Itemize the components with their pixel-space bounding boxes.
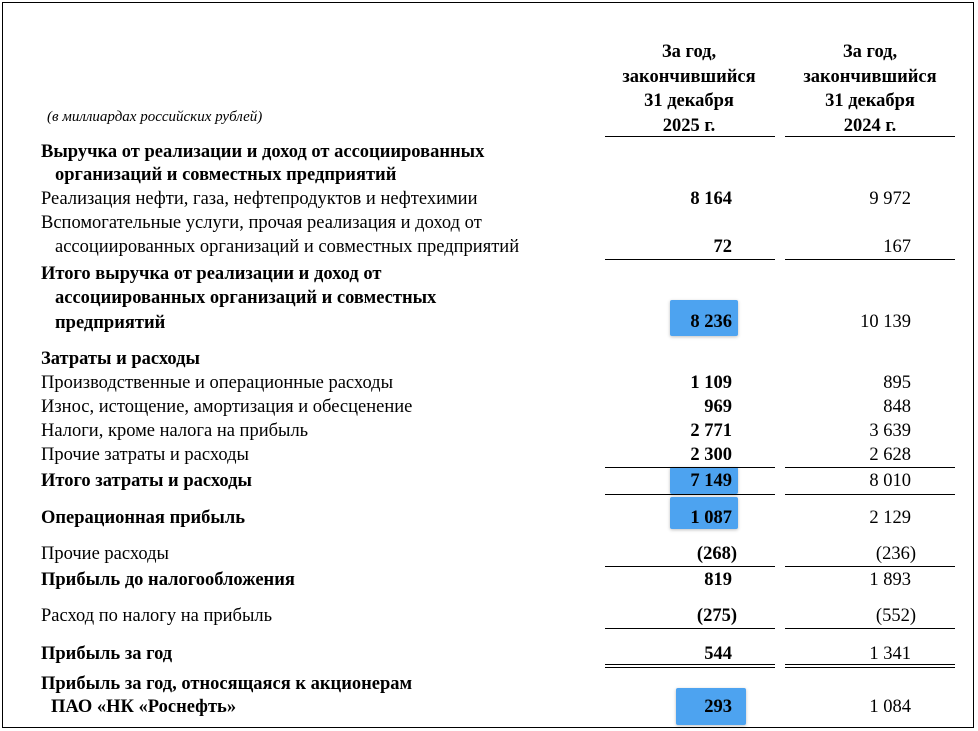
header-2024-line4: 2024 г. <box>843 115 897 136</box>
total-revenue-2024: 10 139 <box>860 312 911 332</box>
pretax-2025: 819 <box>704 570 732 590</box>
production-2024: 895 <box>883 373 911 393</box>
double-rule-net-profit <box>605 664 775 668</box>
header-2024-line3: 31 декабря <box>825 91 915 111</box>
other-sales-2024: 167 <box>883 237 911 257</box>
sales-2024: 9 972 <box>869 189 911 209</box>
rule-before-total-costs-2024 <box>785 467 955 468</box>
rule-after-total-costs-2024 <box>785 494 955 495</box>
income-tax-2024: (552) <box>875 606 916 626</box>
costs-title: Затраты и расходы <box>41 349 200 369</box>
units-note: (в миллиардах российских рублей) <box>47 109 263 125</box>
dda-2025: 969 <box>704 397 732 417</box>
attributable-2025: 293 <box>704 697 732 717</box>
double-rule-net-profit-2024 <box>785 664 955 668</box>
header-rule-2024 <box>785 136 955 137</box>
total-costs-label: Итого затраты и расходы <box>41 471 252 491</box>
income-tax-2025: (275) <box>696 606 737 626</box>
sales-label: Реализация нефти, газа, нефтепродуктов и нефтехимии <box>41 189 478 209</box>
header-rule-2025 <box>605 136 775 137</box>
rule-after-total-costs <box>605 494 775 495</box>
other-sales-label-line2: ассоциированных организаций и совместных предприятий <box>55 237 520 257</box>
other-expenses-label: Прочие расходы <box>41 544 169 564</box>
total-revenue-label-line1: Итого выручка от реализации и доход от <box>41 264 382 284</box>
other-expenses-2025: (268) <box>696 544 737 564</box>
other-sales-label-line1: Вспомогательные услуги, прочая реализация и доход от <box>41 213 482 233</box>
taxes-2024: 3 639 <box>869 421 911 441</box>
other-sales-2025: 72 <box>713 237 732 257</box>
header-2025-line2: закончившийся <box>622 66 756 87</box>
column-header-2024 <box>788 40 952 138</box>
attributable-label-line2: ПАО «НК «Роснефть» <box>51 697 237 717</box>
total-costs-2024: 8 010 <box>869 471 911 491</box>
rule-before-total-revenue-2024 <box>785 259 955 260</box>
taxes-2025: 2 771 <box>690 421 732 441</box>
dda-label: Износ, истощение, амортизация и обесценение <box>41 397 413 417</box>
taxes-label: Налоги, кроме налога на прибыль <box>41 421 309 441</box>
dda-2024: 848 <box>883 397 911 417</box>
production-label: Производственные и операционные расходы <box>41 373 394 393</box>
rule-before-pretax <box>605 566 775 567</box>
net-profit-label: Прибыль за год <box>41 644 173 664</box>
rule-before-net-profit-2024 <box>785 628 955 629</box>
other-costs-2025: 2 300 <box>690 445 732 465</box>
rule-before-net-profit <box>605 628 775 629</box>
rule-before-pretax-2024 <box>785 566 955 567</box>
header-2024-line1: За год, <box>842 42 898 62</box>
other-expenses-2024: (236) <box>875 544 916 564</box>
operating-profit-label: Операционная прибыль <box>41 508 246 528</box>
operating-profit-2024: 2 129 <box>869 508 911 528</box>
total-revenue-2025: 8 236 <box>690 312 732 332</box>
header-2025-line1: За год, <box>661 42 717 62</box>
income-tax-label: Расход по налогу на прибыль <box>41 606 273 626</box>
net-profit-2024: 1 341 <box>869 644 911 664</box>
other-costs-2024: 2 628 <box>869 445 911 465</box>
rule-before-total-revenue <box>605 259 775 260</box>
other-costs-label: Прочие затраты и расходы <box>41 445 249 465</box>
pretax-label: Прибыль до налогообложения <box>41 570 295 590</box>
attributable-2024: 1 084 <box>869 697 911 717</box>
header-2024-line2: закончившийся <box>803 66 937 87</box>
production-2025: 1 109 <box>690 373 732 393</box>
header-2025-line3: 31 декабря <box>644 91 734 111</box>
revenue-title-line1: Выручка от реализации и доход от ассоциированных <box>41 142 485 162</box>
rule-before-total-costs <box>605 467 775 468</box>
operating-profit-2025: 1 087 <box>690 508 732 528</box>
attributable-label-line1: Прибыль за год, относящаяся к акционерам <box>41 674 413 694</box>
pretax-2024: 1 893 <box>869 570 911 590</box>
revenue-title-line2: организаций и совместных предприятий <box>55 165 397 185</box>
net-profit-2025: 544 <box>704 644 732 664</box>
sales-2025: 8 164 <box>690 189 732 209</box>
header-2025-line4: 2025 г. <box>662 115 716 136</box>
total-revenue-label-line2: ассоциированных организаций и совместных <box>55 288 437 308</box>
total-costs-2025: 7 149 <box>690 471 732 491</box>
total-revenue-label-line3: предприятий <box>55 313 166 333</box>
column-header-2025 <box>607 40 771 138</box>
